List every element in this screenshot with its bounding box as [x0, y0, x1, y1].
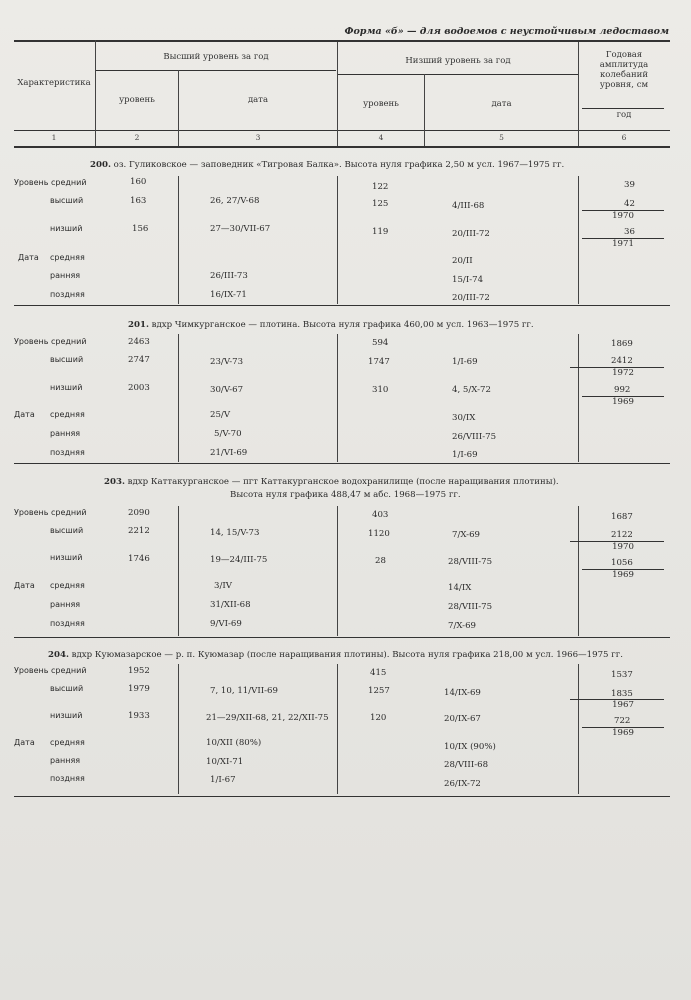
section-name: вдхр Чимкурганское — плотина.	[151, 320, 301, 330]
max-max-level: 1979	[128, 684, 150, 694]
section-vline	[578, 506, 579, 636]
date-early-min: 15/I-74	[452, 275, 484, 285]
section-title	[48, 650, 623, 660]
row-label-max: высший	[50, 355, 84, 364]
section-name: оз. Гуликовское — заповедник «Тигровая Балка».	[113, 160, 342, 170]
row-label-date-late: поздняя	[50, 448, 85, 457]
row-label-min: низший	[50, 553, 83, 562]
min-max-date: 27—30/VII-67	[210, 224, 271, 234]
min-min-date: 20/III-72	[452, 229, 490, 239]
date-late-min: 20/III-72	[452, 293, 490, 303]
date-late-min: 7/X-69	[448, 621, 477, 631]
max-min-date: 7/X-69	[452, 530, 481, 540]
header-numbers-rule	[14, 146, 670, 148]
col-number-3: 3	[255, 133, 261, 142]
section-bottom-rule	[14, 463, 670, 464]
row-label-date-avg: средняя	[50, 253, 85, 262]
date-late-max: 21/VI-69	[210, 448, 248, 458]
row-label-level: Уровень средний	[14, 178, 87, 187]
max-min-level: 125	[372, 199, 389, 209]
row-label-date: Дата	[18, 253, 39, 262]
date-avg-min: 10/IX (90%)	[444, 742, 496, 752]
max-amplitude-year: 1967	[612, 700, 634, 710]
row-label-date: Дата	[14, 738, 35, 747]
section-number: 204.	[48, 650, 69, 660]
max-amplitude-year: 1970	[612, 211, 634, 221]
max-min-date: 14/IX-69	[444, 688, 481, 698]
min-max-level: 156	[132, 224, 149, 234]
max-max-date: 23/V-73	[210, 357, 244, 367]
max-max-date: 14, 15/V-73	[210, 528, 260, 538]
date-early-min: 26/VIII-75	[452, 432, 497, 442]
header-characteristic: Характеристика	[17, 78, 91, 88]
col-number-6: 6	[621, 133, 627, 142]
avg-max-level: 2463	[128, 337, 150, 347]
avg-min-level: 415	[370, 668, 387, 678]
section-bottom-rule	[14, 796, 670, 797]
form-title: Форма «б» — для водоемов с неустойчивым ледоставом	[344, 26, 669, 37]
date-early-min: 28/VIII-68	[444, 760, 489, 770]
row-label-date-avg: средняя	[50, 581, 85, 590]
min-min-level: 119	[372, 227, 389, 237]
section-vline	[337, 664, 338, 794]
section-number: 200.	[90, 160, 111, 170]
header-mid-rule-min	[338, 74, 578, 75]
header-amplitude-year: год	[616, 110, 632, 120]
max-min-date: 4/III-68	[452, 201, 485, 211]
row-label-date-early: ранняя	[50, 429, 81, 438]
avg-min-level: 594	[372, 338, 389, 348]
section-details: Высота нуля графика 460,00 м усл. 1963—1975 гг.	[302, 320, 534, 330]
header-min-level: уровень	[363, 99, 399, 109]
header-top-rule	[14, 40, 670, 42]
avg-max-level: 2090	[128, 508, 150, 518]
max-max-date: 7, 10, 11/VII-69	[210, 686, 278, 696]
section-bottom-rule	[14, 637, 670, 638]
row-label-max: высший	[50, 526, 84, 535]
section-title	[128, 320, 534, 330]
col-number-1: 1	[51, 133, 57, 142]
col-number-4: 4	[378, 133, 384, 142]
row-label-date-avg: средняя	[50, 410, 85, 419]
header-bottom-rule	[14, 130, 670, 131]
min-min-date: 28/VIII-75	[448, 557, 493, 567]
section-details: Высота нуля графика 2,50 м усл. 1967—1975 гг.	[344, 160, 565, 170]
section-bottom-rule	[14, 305, 670, 306]
date-avg-min: 30/IX	[452, 413, 476, 423]
min-max-level: 1933	[128, 711, 150, 721]
header-mid-rule-max	[96, 70, 336, 71]
row-label-date-early: ранняя	[50, 756, 81, 765]
min-amplitude: 1056	[611, 558, 633, 568]
avg-min-level: 403	[372, 510, 389, 520]
min-amplitude: 722	[614, 716, 631, 726]
section-number: 203.	[104, 477, 125, 487]
section-vline	[578, 664, 579, 794]
date-early-max: 26/III-73	[210, 271, 248, 281]
section-name: вдхр Каттакурганское — пгт Каттакурганское водохранилище	[127, 477, 414, 487]
min-max-date: 21—29/XII-68, 21, 22/XII-75	[206, 713, 329, 723]
section-vline	[178, 664, 179, 794]
max-amplitude: 2412	[611, 356, 633, 366]
max-amplitude: 1835	[611, 689, 633, 699]
row-label-max: высший	[50, 196, 84, 205]
max-max-level: 2212	[128, 526, 150, 536]
section-title-line2: Высота нуля графика 488,47 м абс. 1968—1975 гг.	[230, 490, 461, 500]
header-amplitude: Годовая амплитуда колебаний уровня, см	[599, 50, 649, 90]
avg-max-level: 160	[130, 177, 147, 187]
section-number: 201.	[128, 320, 149, 330]
row-label-date: Дата	[14, 410, 35, 419]
min-min-date: 20/IX-67	[444, 714, 481, 724]
min-amplitude-year: 1969	[612, 728, 634, 738]
row-label-date-late: поздняя	[50, 619, 85, 628]
row-label-date-late: поздняя	[50, 290, 85, 299]
min-max-date: 30/V-67	[210, 385, 244, 395]
row-label-date-early: ранняя	[50, 271, 81, 280]
section-title	[104, 477, 559, 487]
section-details: (после наращивания плотины). Высота нуля графика 218,00 м усл. 1966—1975 гг.	[246, 650, 623, 660]
section-name: вдхр Куюмазарское — р. п. Куюмазар	[71, 650, 245, 660]
row-label-level: Уровень средний	[14, 508, 87, 517]
max-max-level: 163	[130, 196, 147, 206]
header-min-level-year: Низший уровень за год	[405, 56, 511, 66]
min-min-date: 4, 5/X-72	[452, 385, 491, 395]
header-max-level-year: Высший уровень за год	[163, 52, 269, 62]
max-amplitude-year: 1972	[612, 368, 634, 378]
min-amplitude-year: 1969	[612, 570, 634, 580]
date-late-min: 26/IX-72	[444, 779, 481, 789]
max-min-level: 1120	[368, 529, 390, 539]
date-early-min: 28/VIII-75	[448, 602, 493, 612]
row-label-level: Уровень средний	[14, 337, 87, 346]
date-late-max: 1/I-67	[210, 775, 236, 785]
avg-max-level: 1952	[128, 666, 150, 676]
row-label-min: низший	[50, 711, 83, 720]
avg-amplitude: 39	[624, 180, 635, 190]
row-label-min: низший	[50, 224, 83, 233]
max-min-date: 1/I-69	[452, 357, 478, 367]
section-vline	[337, 176, 338, 304]
min-min-level: 120	[370, 713, 387, 723]
avg-amplitude: 1869	[611, 339, 633, 349]
avg-min-level: 122	[372, 182, 389, 192]
row-label-date-late: поздняя	[50, 774, 85, 783]
date-avg-max: 3/IV	[214, 581, 232, 591]
date-avg-min: 14/IX	[448, 583, 472, 593]
max-min-level: 1257	[368, 686, 390, 696]
section-vline	[578, 176, 579, 304]
max-amplitude: 42	[624, 199, 635, 209]
header-vline-5	[578, 42, 579, 146]
date-late-min: 1/I-69	[452, 450, 478, 460]
row-label-date: Дата	[14, 581, 35, 590]
date-late-max: 9/VI-69	[210, 619, 242, 629]
avg-amplitude: 1537	[611, 670, 633, 680]
row-label-max: высший	[50, 684, 84, 693]
row-label-level: Уровень средний	[14, 666, 87, 675]
min-min-level: 28	[375, 556, 386, 566]
section-vline	[178, 334, 179, 462]
min-max-level: 2003	[128, 383, 150, 393]
header-min-date: дата	[491, 99, 512, 109]
avg-amplitude: 1687	[611, 512, 633, 522]
section-vline	[178, 176, 179, 304]
section-vline	[578, 334, 579, 462]
min-amplitude: 36	[624, 227, 635, 237]
section-details: (после наращивания плотины).	[416, 477, 559, 487]
min-max-level: 1746	[128, 554, 150, 564]
date-avg-min: 20/II	[452, 256, 473, 266]
max-amplitude-year: 1970	[612, 542, 634, 552]
min-amplitude-year: 1969	[612, 397, 634, 407]
header-max-date: дата	[247, 95, 269, 105]
date-late-max: 16/IX-71	[210, 290, 247, 300]
date-early-max: 10/XI-71	[206, 757, 244, 767]
row-label-min: низший	[50, 383, 83, 392]
header-amplitude-year-rule	[582, 108, 664, 109]
section-vline	[337, 506, 338, 636]
max-max-date: 26, 27/V-68	[210, 196, 260, 206]
header-max-level: уровень	[119, 95, 155, 105]
max-min-level: 1747	[368, 357, 390, 367]
section-vline	[178, 506, 179, 636]
section-vline	[337, 334, 338, 462]
row-label-date-avg: средняя	[50, 738, 85, 747]
min-amplitude-year: 1971	[612, 239, 634, 249]
section-title	[90, 160, 564, 170]
min-max-date: 19—24/III-75	[210, 555, 268, 565]
date-avg-max: 10/XII (80%)	[206, 738, 262, 748]
row-label-date-early: ранняя	[50, 600, 81, 609]
min-min-level: 310	[372, 385, 389, 395]
date-early-max: 31/XII-68	[210, 600, 251, 610]
max-amplitude: 2122	[611, 530, 633, 540]
col-number-2: 2	[134, 133, 140, 142]
max-max-level: 2747	[128, 355, 150, 365]
min-amplitude: 992	[614, 385, 631, 395]
col-number-5: 5	[499, 133, 504, 142]
date-avg-max: 25/V	[210, 410, 231, 420]
date-early-max: 5/V-70	[214, 429, 242, 439]
